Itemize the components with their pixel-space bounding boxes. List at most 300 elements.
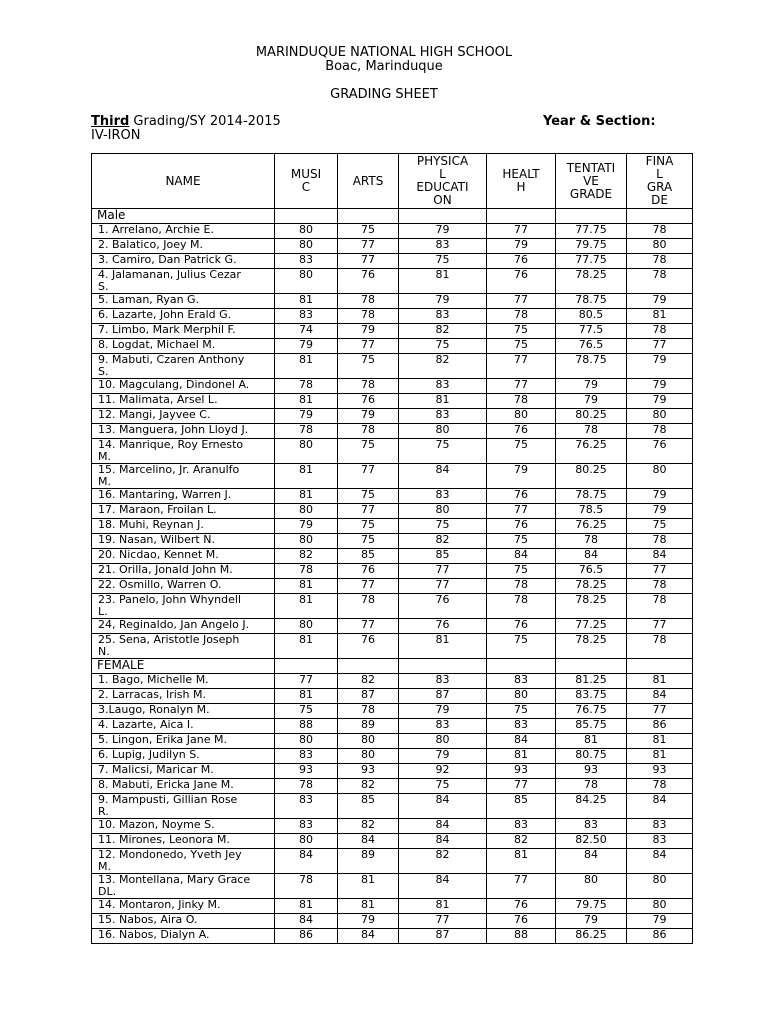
health-grade: 75 bbox=[487, 704, 556, 719]
student-row bbox=[92, 239, 693, 254]
music-grade: 81 bbox=[275, 689, 338, 704]
col-music: MUSI C bbox=[275, 154, 338, 209]
student-name: 10. Mazon, Noyme S. bbox=[92, 819, 275, 834]
health-grade: 76 bbox=[487, 254, 556, 269]
music-grade: 80 bbox=[275, 224, 338, 239]
pe-grade: 77 bbox=[399, 564, 487, 579]
tentative-grade: 78 bbox=[556, 424, 627, 439]
student-row bbox=[92, 224, 693, 239]
student-name: 12. Mangi, Jayvee C. bbox=[92, 409, 275, 424]
male-section-row bbox=[92, 209, 693, 224]
final-grade: 83 bbox=[627, 834, 693, 849]
music-grade: 83 bbox=[275, 309, 338, 324]
music-grade: 78 bbox=[275, 874, 338, 899]
col-name: NAME bbox=[92, 154, 275, 209]
student-name: 9. Mampusti, Gillian Rose R. bbox=[92, 794, 275, 819]
final-grade: 77 bbox=[627, 704, 693, 719]
arts-grade: 77 bbox=[338, 619, 399, 634]
tentative-grade: 78.25 bbox=[556, 269, 627, 294]
tentative-grade: 79.75 bbox=[556, 239, 627, 254]
health-grade: 78 bbox=[487, 309, 556, 324]
final-grade: 79 bbox=[627, 379, 693, 394]
tentative-grade: 76.5 bbox=[556, 339, 627, 354]
music-grade: 93 bbox=[275, 764, 338, 779]
arts-grade: 79 bbox=[338, 409, 399, 424]
music-grade: 80 bbox=[275, 239, 338, 254]
student-row bbox=[92, 324, 693, 339]
music-grade: 83 bbox=[275, 254, 338, 269]
pe-grade: 80 bbox=[399, 424, 487, 439]
student-row bbox=[92, 689, 693, 704]
tentative-grade: 81.25 bbox=[556, 674, 627, 689]
arts-grade: 78 bbox=[338, 379, 399, 394]
empty-cell bbox=[338, 659, 399, 674]
tentative-grade: 77.25 bbox=[556, 619, 627, 634]
student-row bbox=[92, 394, 693, 409]
tentative-grade: 80.25 bbox=[556, 409, 627, 424]
final-grade: 78 bbox=[627, 269, 693, 294]
header-row bbox=[92, 154, 693, 209]
pe-grade: 84 bbox=[399, 464, 487, 489]
health-grade: 75 bbox=[487, 339, 556, 354]
health-grade: 77 bbox=[487, 379, 556, 394]
music-grade: 83 bbox=[275, 819, 338, 834]
pe-grade: 77 bbox=[399, 579, 487, 594]
final-grade: 79 bbox=[627, 914, 693, 929]
student-row bbox=[92, 379, 693, 394]
student-name: 4. Lazarte, Aica I. bbox=[92, 719, 275, 734]
student-row bbox=[92, 764, 693, 779]
final-grade: 79 bbox=[627, 394, 693, 409]
final-grade: 83 bbox=[627, 819, 693, 834]
student-row bbox=[92, 834, 693, 849]
empty-cell bbox=[487, 209, 556, 224]
student-row bbox=[92, 619, 693, 634]
student-name: 5. Laman, Ryan G. bbox=[92, 294, 275, 309]
arts-grade: 76 bbox=[338, 394, 399, 409]
music-grade: 81 bbox=[275, 464, 338, 489]
tentative-grade: 77.5 bbox=[556, 324, 627, 339]
health-grade: 75 bbox=[487, 324, 556, 339]
health-grade: 83 bbox=[487, 674, 556, 689]
pe-grade: 77 bbox=[399, 914, 487, 929]
student-name: 1. Bago, Michelle M. bbox=[92, 674, 275, 689]
student-name: 8. Logdat, Michael M. bbox=[92, 339, 275, 354]
health-grade: 81 bbox=[487, 749, 556, 764]
arts-grade: 76 bbox=[338, 634, 399, 659]
grading-quarter: Third bbox=[91, 114, 130, 129]
final-grade: 86 bbox=[627, 929, 693, 944]
student-row bbox=[92, 634, 693, 659]
final-grade: 78 bbox=[627, 254, 693, 269]
health-grade: 76 bbox=[487, 519, 556, 534]
year-section-label: Year & Section: bbox=[543, 114, 656, 129]
student-name: 16. Nabos, Dialyn A. bbox=[92, 929, 275, 944]
grading-sy: Grading/SY 2014-2015 bbox=[129, 114, 281, 129]
student-row bbox=[92, 674, 693, 689]
health-grade: 82 bbox=[487, 834, 556, 849]
student-name: 17. Maraon, Froilan L. bbox=[92, 504, 275, 519]
student-name: 16. Mantaring, Warren J. bbox=[92, 489, 275, 504]
tentative-grade: 84.25 bbox=[556, 794, 627, 819]
empty-cell bbox=[556, 659, 627, 674]
music-grade: 83 bbox=[275, 749, 338, 764]
music-grade: 78 bbox=[275, 564, 338, 579]
final-grade: 80 bbox=[627, 239, 693, 254]
pe-grade: 82 bbox=[399, 354, 487, 379]
section-label: Male bbox=[92, 209, 275, 224]
music-grade: 74 bbox=[275, 324, 338, 339]
empty-cell bbox=[399, 659, 487, 674]
grading-period bbox=[91, 114, 281, 129]
arts-grade: 75 bbox=[338, 489, 399, 504]
health-grade: 83 bbox=[487, 719, 556, 734]
pe-grade: 79 bbox=[399, 224, 487, 239]
student-name: 10. Magculang, Dindonel A. bbox=[92, 379, 275, 394]
pe-grade: 92 bbox=[399, 764, 487, 779]
student-name: 23. Panelo, John Whyndell L. bbox=[92, 594, 275, 619]
music-grade: 80 bbox=[275, 734, 338, 749]
student-name: 9. Mabuti, Czaren Anthony S. bbox=[92, 354, 275, 379]
pe-grade: 75 bbox=[399, 439, 487, 464]
student-row bbox=[92, 579, 693, 594]
student-row bbox=[92, 269, 693, 294]
arts-grade: 82 bbox=[338, 819, 399, 834]
tentative-grade: 79 bbox=[556, 914, 627, 929]
student-row bbox=[92, 294, 693, 309]
music-grade: 75 bbox=[275, 704, 338, 719]
music-grade: 81 bbox=[275, 594, 338, 619]
tentative-grade: 78.75 bbox=[556, 354, 627, 379]
health-grade: 78 bbox=[487, 579, 556, 594]
music-grade: 83 bbox=[275, 794, 338, 819]
music-grade: 80 bbox=[275, 619, 338, 634]
arts-grade: 84 bbox=[338, 834, 399, 849]
tentative-grade: 83.75 bbox=[556, 689, 627, 704]
student-row bbox=[92, 504, 693, 519]
student-name: 15. Marcelino, Jr. Aranulfo M. bbox=[92, 464, 275, 489]
pe-grade: 81 bbox=[399, 269, 487, 294]
health-grade: 75 bbox=[487, 564, 556, 579]
arts-grade: 78 bbox=[338, 424, 399, 439]
final-grade: 77 bbox=[627, 339, 693, 354]
final-grade: 78 bbox=[627, 424, 693, 439]
tentative-grade: 78.25 bbox=[556, 594, 627, 619]
pe-grade: 83 bbox=[399, 379, 487, 394]
tentative-grade: 85.75 bbox=[556, 719, 627, 734]
arts-grade: 75 bbox=[338, 519, 399, 534]
tentative-grade: 79 bbox=[556, 379, 627, 394]
student-row bbox=[92, 354, 693, 379]
arts-grade: 81 bbox=[338, 899, 399, 914]
music-grade: 88 bbox=[275, 719, 338, 734]
health-grade: 79 bbox=[487, 464, 556, 489]
health-grade: 79 bbox=[487, 239, 556, 254]
pe-grade: 75 bbox=[399, 779, 487, 794]
student-row bbox=[92, 424, 693, 439]
tentative-grade: 76.25 bbox=[556, 439, 627, 464]
student-name: 7. Malicsi, Maricar M. bbox=[92, 764, 275, 779]
final-grade: 84 bbox=[627, 794, 693, 819]
health-grade: 77 bbox=[487, 224, 556, 239]
student-name: 14. Manrique, Roy Ernesto M. bbox=[92, 439, 275, 464]
final-grade: 84 bbox=[627, 849, 693, 874]
health-grade: 88 bbox=[487, 929, 556, 944]
final-grade: 84 bbox=[627, 689, 693, 704]
final-grade: 78 bbox=[627, 224, 693, 239]
music-grade: 81 bbox=[275, 634, 338, 659]
health-grade: 78 bbox=[487, 394, 556, 409]
tentative-grade: 76.5 bbox=[556, 564, 627, 579]
final-grade: 81 bbox=[627, 734, 693, 749]
empty-cell bbox=[275, 659, 338, 674]
pe-grade: 83 bbox=[399, 674, 487, 689]
health-grade: 78 bbox=[487, 594, 556, 619]
final-grade: 81 bbox=[627, 309, 693, 324]
student-row bbox=[92, 489, 693, 504]
empty-cell bbox=[399, 209, 487, 224]
student-row bbox=[92, 409, 693, 424]
pe-grade: 84 bbox=[399, 819, 487, 834]
arts-grade: 75 bbox=[338, 224, 399, 239]
pe-grade: 81 bbox=[399, 394, 487, 409]
tentative-grade: 77.75 bbox=[556, 224, 627, 239]
final-grade: 78 bbox=[627, 594, 693, 619]
student-row bbox=[92, 779, 693, 794]
pe-grade: 84 bbox=[399, 874, 487, 899]
final-grade: 79 bbox=[627, 354, 693, 379]
col-pe: PHYSICA L EDUCATI ON bbox=[399, 154, 487, 209]
student-name: 11. Mirones, Leonora M. bbox=[92, 834, 275, 849]
arts-grade: 76 bbox=[338, 269, 399, 294]
final-grade: 78 bbox=[627, 634, 693, 659]
student-row bbox=[92, 534, 693, 549]
final-grade: 81 bbox=[627, 749, 693, 764]
health-grade: 75 bbox=[487, 439, 556, 464]
student-row bbox=[92, 309, 693, 324]
pe-grade: 84 bbox=[399, 794, 487, 819]
tentative-grade: 79 bbox=[556, 394, 627, 409]
arts-grade: 79 bbox=[338, 914, 399, 929]
arts-grade: 78 bbox=[338, 309, 399, 324]
health-grade: 77 bbox=[487, 294, 556, 309]
tentative-grade: 79.75 bbox=[556, 899, 627, 914]
col-arts: ARTS bbox=[338, 154, 399, 209]
tentative-grade: 76.75 bbox=[556, 704, 627, 719]
music-grade: 78 bbox=[275, 424, 338, 439]
arts-grade: 77 bbox=[338, 339, 399, 354]
health-grade: 77 bbox=[487, 779, 556, 794]
final-grade: 79 bbox=[627, 294, 693, 309]
arts-grade: 85 bbox=[338, 549, 399, 564]
final-grade: 80 bbox=[627, 409, 693, 424]
student-row bbox=[92, 254, 693, 269]
student-name: 21. Orilla, Jonald John M. bbox=[92, 564, 275, 579]
student-row bbox=[92, 849, 693, 874]
empty-cell bbox=[556, 209, 627, 224]
final-grade: 80 bbox=[627, 899, 693, 914]
student-name: 15. Nabos, Aira O. bbox=[92, 914, 275, 929]
tentative-grade: 93 bbox=[556, 764, 627, 779]
tentative-grade: 82.50 bbox=[556, 834, 627, 849]
student-row bbox=[92, 914, 693, 929]
health-grade: 76 bbox=[487, 914, 556, 929]
student-name: 4. Jalamanan, Julius Cezar S. bbox=[92, 269, 275, 294]
health-grade: 75 bbox=[487, 634, 556, 659]
music-grade: 81 bbox=[275, 354, 338, 379]
final-grade: 86 bbox=[627, 719, 693, 734]
health-grade: 76 bbox=[487, 489, 556, 504]
female-section-row bbox=[92, 659, 693, 674]
student-name: 6. Lupig, Judilyn S. bbox=[92, 749, 275, 764]
pe-grade: 85 bbox=[399, 549, 487, 564]
tentative-grade: 80.5 bbox=[556, 309, 627, 324]
arts-grade: 77 bbox=[338, 579, 399, 594]
health-grade: 81 bbox=[487, 849, 556, 874]
empty-cell bbox=[627, 209, 693, 224]
health-grade: 76 bbox=[487, 269, 556, 294]
pe-grade: 79 bbox=[399, 294, 487, 309]
pe-grade: 75 bbox=[399, 519, 487, 534]
col-health: HEALT H bbox=[487, 154, 556, 209]
music-grade: 79 bbox=[275, 339, 338, 354]
pe-grade: 87 bbox=[399, 929, 487, 944]
health-grade: 77 bbox=[487, 504, 556, 519]
arts-grade: 77 bbox=[338, 254, 399, 269]
arts-grade: 77 bbox=[338, 464, 399, 489]
student-row bbox=[92, 339, 693, 354]
student-name: 19. Nasan, Wilbert N. bbox=[92, 534, 275, 549]
grading-table bbox=[91, 153, 693, 944]
student-name: 3.Laugo, Ronalyn M. bbox=[92, 704, 275, 719]
pe-grade: 76 bbox=[399, 594, 487, 619]
student-name: 25. Sena, Aristotle Joseph N. bbox=[92, 634, 275, 659]
pe-grade: 81 bbox=[399, 899, 487, 914]
music-grade: 81 bbox=[275, 294, 338, 309]
student-row bbox=[92, 819, 693, 834]
pe-grade: 82 bbox=[399, 849, 487, 874]
tentative-grade: 77.75 bbox=[556, 254, 627, 269]
student-name: 7. Limbo, Mark Merphil F. bbox=[92, 324, 275, 339]
section-label: FEMALE bbox=[92, 659, 275, 674]
music-grade: 81 bbox=[275, 489, 338, 504]
pe-grade: 83 bbox=[399, 309, 487, 324]
student-row bbox=[92, 704, 693, 719]
school-location: Boac, Marinduque bbox=[325, 59, 443, 74]
arts-grade: 89 bbox=[338, 849, 399, 874]
final-grade: 80 bbox=[627, 464, 693, 489]
music-grade: 86 bbox=[275, 929, 338, 944]
arts-grade: 78 bbox=[338, 594, 399, 619]
arts-grade: 75 bbox=[338, 439, 399, 464]
health-grade: 76 bbox=[487, 899, 556, 914]
col-final: FINA L GRA DE bbox=[627, 154, 693, 209]
health-grade: 80 bbox=[487, 409, 556, 424]
music-grade: 78 bbox=[275, 779, 338, 794]
tentative-grade: 76.25 bbox=[556, 519, 627, 534]
section-value: IV-IRON bbox=[91, 128, 141, 143]
music-grade: 80 bbox=[275, 269, 338, 294]
music-grade: 81 bbox=[275, 579, 338, 594]
music-grade: 82 bbox=[275, 549, 338, 564]
arts-grade: 77 bbox=[338, 239, 399, 254]
final-grade: 77 bbox=[627, 619, 693, 634]
student-name: 20. Nicdao, Kennet M. bbox=[92, 549, 275, 564]
music-grade: 80 bbox=[275, 534, 338, 549]
arts-grade: 78 bbox=[338, 294, 399, 309]
arts-grade: 81 bbox=[338, 874, 399, 899]
arts-grade: 87 bbox=[338, 689, 399, 704]
final-grade: 84 bbox=[627, 549, 693, 564]
pe-grade: 83 bbox=[399, 409, 487, 424]
music-grade: 80 bbox=[275, 439, 338, 464]
tentative-grade: 78.25 bbox=[556, 579, 627, 594]
music-grade: 79 bbox=[275, 409, 338, 424]
school-name: MARINDUQUE NATIONAL HIGH SCHOOL bbox=[255, 45, 513, 60]
student-row bbox=[92, 439, 693, 464]
final-grade: 78 bbox=[627, 779, 693, 794]
student-row bbox=[92, 929, 693, 944]
student-name: 11. Malimata, Arsel L. bbox=[92, 394, 275, 409]
pe-grade: 83 bbox=[399, 719, 487, 734]
health-grade: 75 bbox=[487, 534, 556, 549]
pe-grade: 87 bbox=[399, 689, 487, 704]
tentative-grade: 83 bbox=[556, 819, 627, 834]
health-grade: 85 bbox=[487, 794, 556, 819]
music-grade: 80 bbox=[275, 834, 338, 849]
health-grade: 84 bbox=[487, 734, 556, 749]
final-grade: 76 bbox=[627, 439, 693, 464]
pe-grade: 79 bbox=[399, 704, 487, 719]
student-row bbox=[92, 734, 693, 749]
tentative-grade: 80 bbox=[556, 874, 627, 899]
empty-cell bbox=[627, 659, 693, 674]
student-row bbox=[92, 794, 693, 819]
health-grade: 93 bbox=[487, 764, 556, 779]
arts-grade: 82 bbox=[338, 779, 399, 794]
arts-grade: 80 bbox=[338, 749, 399, 764]
arts-grade: 80 bbox=[338, 734, 399, 749]
pe-grade: 82 bbox=[399, 324, 487, 339]
tentative-grade: 78 bbox=[556, 534, 627, 549]
health-grade: 84 bbox=[487, 549, 556, 564]
tentative-grade: 86.25 bbox=[556, 929, 627, 944]
student-row bbox=[92, 749, 693, 764]
tentative-grade: 84 bbox=[556, 849, 627, 874]
pe-grade: 83 bbox=[399, 239, 487, 254]
tentative-grade: 80.75 bbox=[556, 749, 627, 764]
student-name: 2. Balatico, Joey M. bbox=[92, 239, 275, 254]
tentative-grade: 80.25 bbox=[556, 464, 627, 489]
arts-grade: 79 bbox=[338, 324, 399, 339]
music-grade: 80 bbox=[275, 504, 338, 519]
final-grade: 79 bbox=[627, 504, 693, 519]
final-grade: 80 bbox=[627, 874, 693, 899]
student-row bbox=[92, 549, 693, 564]
music-grade: 81 bbox=[275, 899, 338, 914]
health-grade: 80 bbox=[487, 689, 556, 704]
final-grade: 75 bbox=[627, 519, 693, 534]
arts-grade: 78 bbox=[338, 704, 399, 719]
student-name: 6. Lazarte, John Erald G. bbox=[92, 309, 275, 324]
tentative-grade: 78.75 bbox=[556, 294, 627, 309]
student-name: 18. Muhi, Reynan J. bbox=[92, 519, 275, 534]
tentative-grade: 78 bbox=[556, 779, 627, 794]
student-name: 5. Lingon, Erika Jane M. bbox=[92, 734, 275, 749]
final-grade: 77 bbox=[627, 564, 693, 579]
student-name: 14. Montaron, Jinky M. bbox=[92, 899, 275, 914]
arts-grade: 77 bbox=[338, 504, 399, 519]
